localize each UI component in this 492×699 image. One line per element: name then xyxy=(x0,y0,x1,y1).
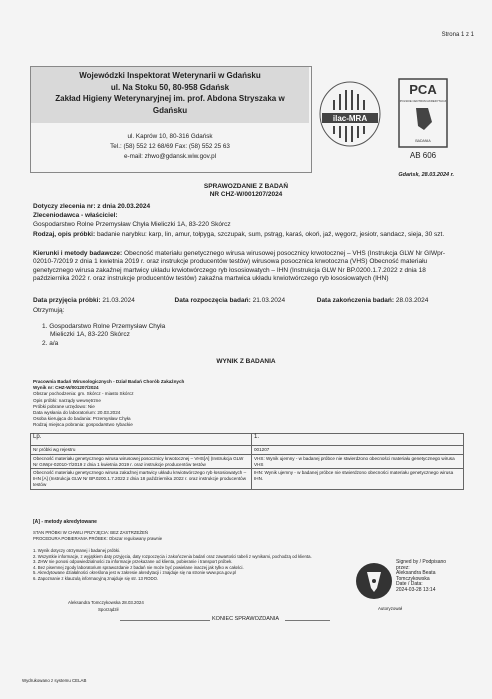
authorized-label: Autoryzował xyxy=(378,606,402,611)
sample-description: Rodzaj, opis próbki: badanie narybku: karp, lin, amur, tołpyga, szczupak, sum, pstrąg, karaś, okoń, jaź, węgorz, jesiotr, sandacz, sieja, 30 szt. xyxy=(33,231,445,238)
lab-info: Pracownia Badań Wirusologicznych - Dział Badań Chorób Zakaźnych Wynik nr: CHZ-W/001207/2024 Obszar pochodzenia: gm. Skórcz - miasto Skórcz Opis próbki: narządy wewnętrzne Próbki pobrane urzędowo: Nie Data wysłania do laboratorium: 20.03.2024 Osoba kierująca do badania: Przemysław Chyła Rodzaj miejsca pobrania: gospodarstwo rybackie xyxy=(33,379,185,428)
order-date: Dotyczy zlecenia nr: z dnia 20.03.2024 xyxy=(33,203,151,210)
table-row: Obecność materiału genetycznego wirusa wirusowej posocznicy krwotocznej – VHS[A] (Instrukcja GLW Nr GIWpr-02010-7/2019 z dnia 1 kwietnia 2019 r. oraz instrukcje producentów testów VHS: Wynik ujemny - w badanej próbce nie stwierdzono obecności materiału genetycznego wirusa VHS xyxy=(31,454,464,469)
notes-list: 1. Wynik dotyczy otrzymanej i badanej próbki. 2. Wszystkie informacje, z wyjątkiem daty przyjęcia, daty rozpoczęcia i zakończenia badań oraz zawartości tabeli z wynikami, pochodzą od klienta. 3. ZHW nie ponosi odpowiedzialności za informacje przekazane od klienta, pobieranie i transport próbek. 4. Bez pisemnej zgody laboratorium sprawozdanie z badań nie może być powielane inaczej jak tylko w całości. 5. Akredytowane działalności określona jest w zakresie akredytacji i znajduje się na stronie www.pca.gov.pl 6. Zapoznanie z klauzulą informacyjną znajduje się str. 13 RODO. xyxy=(33,548,312,581)
state-lines: STAN PRÓBKI W CHWILI PRZYJĘCIA: BEZ ZASTRZEŻEŃ PROCEDURA POBIERANIA PRÓBEK: Obszar regulowany prawnie xyxy=(33,530,163,541)
svg-text:PCA: PCA xyxy=(409,82,437,97)
table-row: Lp. 1. xyxy=(31,434,464,446)
accredited-note: [A] - metody akredytowane xyxy=(33,519,97,525)
signer-role: Sporządził xyxy=(98,607,119,612)
dates-row: Data przyjęcia próbki: 21.03.2024 Data rozpoczęcia badań: 21.03.2024 Data zakończenia badań: 28.03.2024 xyxy=(33,297,429,304)
pca-logo xyxy=(398,78,448,148)
svg-text:ilac-MRA: ilac-MRA xyxy=(332,114,368,123)
signer-name: Aleksandra Tomczykowska 28.03.2024 xyxy=(68,600,144,605)
recipients-list: 1. Gospodarstwo Rolne Przemysław Chyła Mieliczki 1A, 83-220 Skórcz 2. a/a xyxy=(42,323,166,347)
institute-name: Wojewódzki Inspektorat Weterynarii w Gdańsku ul. Na Stoku 50, 80-958 Gdańsk Zakład Higieny Weterynaryjnej im. prof. Abdona Stryszaka w Gdańsku xyxy=(55,71,285,115)
recipients-label: Otrzymują: xyxy=(33,307,65,314)
place-date: Gdańsk, 28.03.2024 r. xyxy=(398,172,454,178)
svg-text:BADANIA: BADANIA xyxy=(415,139,431,143)
end-line-right xyxy=(285,620,330,621)
institute-address: ul. Kaprów 10, 80-316 Gdańsk Tel.: (58) 552 12 68/69 Fax: (58) 552 25 63 e-mail: zhwo@gdansk.wiw.gov.pl xyxy=(110,133,230,160)
svg-text:POLSKIE CENTRUM AKREDYTACJI: POLSKIE CENTRUM AKREDYTACJI xyxy=(399,99,447,103)
results-title: WYNIK Z BADANIA xyxy=(216,358,276,365)
page-number: Strona 1 z 1 xyxy=(441,32,474,38)
ilac-mra-logo xyxy=(318,80,382,152)
end-line-left xyxy=(120,620,210,621)
signature-seal-icon xyxy=(355,562,393,600)
table-row: Obecność materiału genetycznego wirusa zakaźnej martwicy układu krwiotwórczego ryb łososiowatych – IHN [A] (Instrukcja GLW Nr BP.0200.1.7.2022 z dnia 18 października 2022 r. oraz instrukcje producentów testów IHN: Wynik ujemny - w badanej próbce nie stwierdzono obecności materiału genetycznego wirusa IHN. xyxy=(31,469,464,489)
end-of-report: KONIEC SPRAWOZDANIA xyxy=(212,616,280,622)
client-value: Gospodarstwo Rolne Przemysław Chyła Mieliczki 1A, 83-220 Skórcz xyxy=(33,221,231,228)
results-table xyxy=(30,433,464,490)
accreditation-number: AB 606 xyxy=(409,151,437,160)
client-label: Zleceniodawca - właściciel: xyxy=(33,212,118,219)
signature-block: Signed by / Podpisano przez: Aleksandra Beata Tomczykowska Date / Data: 2024-03-28 13:14 xyxy=(396,559,447,593)
report-title: SPRAWOZDANIE Z BADAŃ NR CHZ-W/001207/2024 xyxy=(203,183,289,198)
table-row: Nr próbki wg rejestru 001207 xyxy=(31,446,464,455)
test-methods: Kierunki i metody badawcze: Obecność materiału genetycznego wirusa wirusowej posocznicy krwotocznej – VHS (Instrukcja GLW Nr GIWpr-02010-7/2019 z dnia 1 kwietnia 2019 r. oraz instrukcje producentów testów) wirusowa posocznica krwotoczna (VHS) Obecność materiału genetycznego wirusa zakaźnej martwicy układu krwiotwórczego ryb łososiowatych – IHN (Instrukcja GLW Nr BP.0200.1.7.2022 z dnia 18 października 2022 r. oraz instrukcje producentów testów) zakaźna martwica układu krwiotwórczego ryb łososiowatych (IHN) xyxy=(33,250,446,283)
footer-text: Wydrukowano z systemu CELAB xyxy=(22,678,87,683)
